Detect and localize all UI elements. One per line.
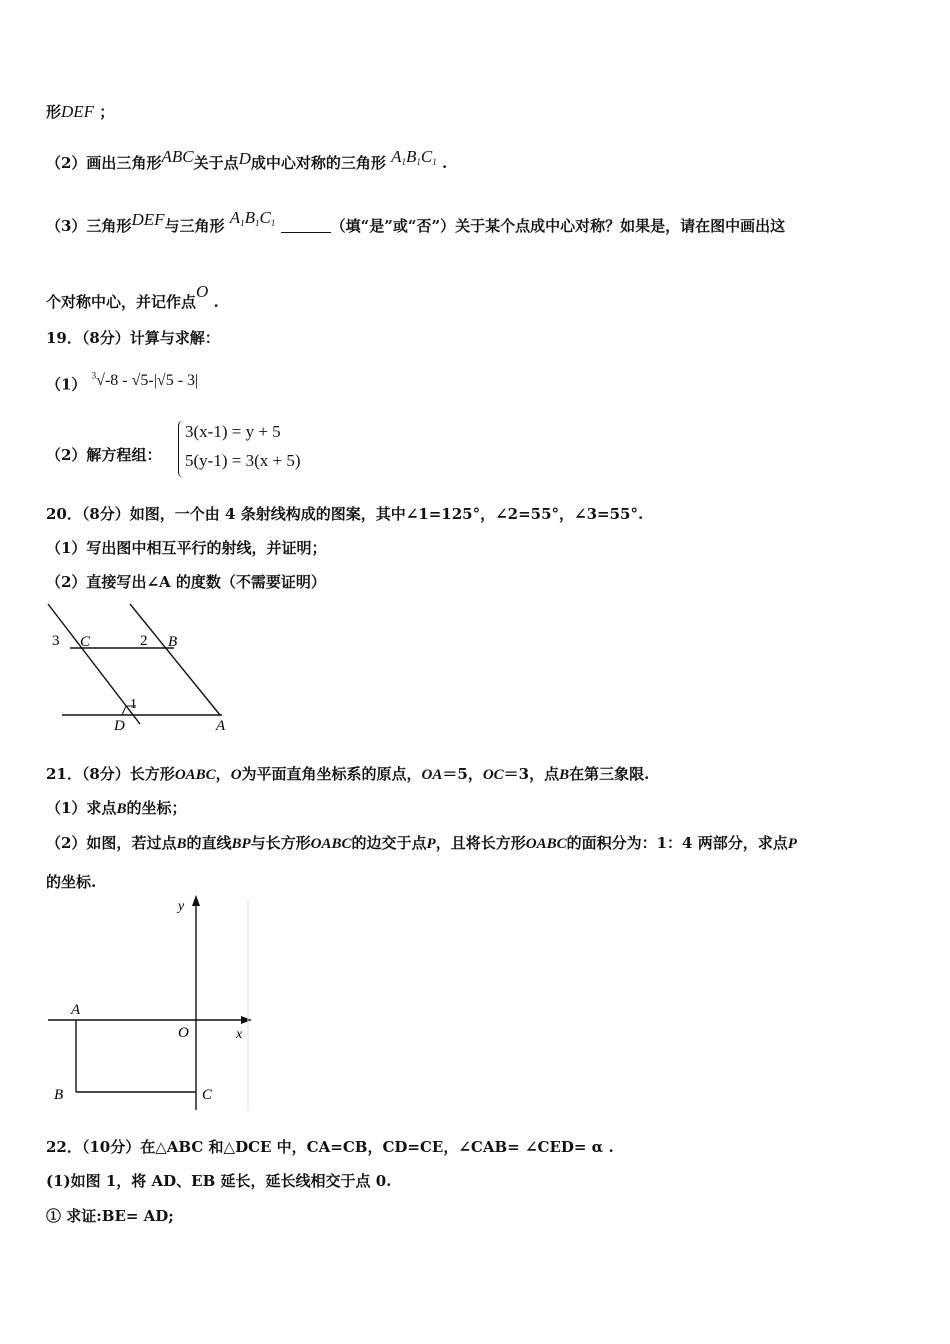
q22-title: 22．（10分）在△ABC 和△DCE 中，CA=CB，CD=CE，∠CAB= ∠CED= α . [46, 1138, 614, 1156]
line-q18-4 [46, 282, 219, 312]
figure-q20 [40, 600, 240, 735]
label-x: x [236, 1027, 243, 1042]
text: （2）画出三角形 [46, 154, 162, 172]
text: 成中心对称的三角形 [250, 154, 386, 172]
equation-1: 3(x-1) = y + 5 [185, 422, 281, 441]
text: （1） [46, 375, 87, 394]
text: （填“是”或“否”）关于某个点成中心对称？如果是，请在图中画出这 [330, 217, 786, 235]
label-3: 3 [52, 633, 60, 649]
q20-title: 20．（8分）如图，一个由 4 条射线构成的图案，其中∠1=125°，∠2=55°，∠3=55°. [46, 505, 644, 523]
q20-part1: （1）写出图中相互平行的射线，并证明； [46, 539, 327, 557]
math-DEF: DEF [131, 210, 165, 229]
math-ABC: ABC [161, 147, 194, 166]
math-DEF: DEF [61, 102, 95, 121]
label-C: C [80, 634, 91, 650]
equation-2: 5(y-1) = 3(x + 5) [185, 451, 301, 470]
text: （3）三角形 [46, 217, 132, 235]
label-A: A [71, 1002, 81, 1018]
figure-q21 [40, 890, 260, 1115]
text: 个对称中心，并记作点 [46, 293, 197, 311]
label-2: 2 [140, 633, 148, 649]
text: 与三角形 [164, 217, 225, 235]
q21-part1: （1）求点B的坐标； [46, 799, 187, 817]
q21-part2-cont: 的坐标. [46, 873, 97, 891]
q19-title: 19．（8分）计算与求解： [46, 329, 220, 347]
math-O: O [196, 282, 209, 301]
q19-part2-label: （2）解方程组： [46, 446, 162, 464]
q19-expression: $^3$√-8 - √5-|√5 - 3| [91, 371, 199, 390]
text: 形 [46, 103, 62, 121]
math-A1B1C1: $A_1B_1C_1$ [229, 208, 276, 228]
label-1: 1 [130, 697, 137, 712]
label-y: y [178, 899, 185, 914]
label-D: D [114, 718, 125, 734]
text: 关于点 [193, 154, 239, 172]
line-q18-3 [46, 208, 785, 236]
math-D: D [238, 149, 251, 168]
text: . [441, 154, 448, 172]
equation-system [178, 420, 319, 478]
answer-blank[interactable] [281, 218, 331, 233]
line-1 [46, 102, 114, 122]
label-B: B [54, 1087, 64, 1103]
line-q18-2 [46, 147, 447, 173]
label-O: O [178, 1025, 189, 1041]
text: ； [99, 103, 115, 121]
q22-part1: (1)如图 1，将 AD、EB 延长，延长线相交于点 0. [46, 1172, 392, 1190]
q19-part1 [46, 366, 198, 394]
text: . [213, 293, 219, 311]
q20-part2: （2）直接写出∠A 的度数（不需要证明） [46, 573, 326, 591]
label-A: A [216, 718, 226, 734]
q22-part1-item: ① 求证:BE= AD; [46, 1207, 174, 1225]
label-C: C [202, 1087, 213, 1103]
q21-part2: （2）如图，若过点B的直线BP与长方形OABC的边交于点P，且将长方形OABC的面积分为：1：4 两部分，求点P [46, 834, 797, 852]
label-B: B [168, 634, 178, 650]
q21-title: 21．（8分）长方形OABC，O为平面直角坐标系的原点，OA＝5，OC＝3，点B在第三象限. [46, 765, 650, 783]
math-A1B1C1: $A_1B_1C_1$ [391, 147, 437, 167]
